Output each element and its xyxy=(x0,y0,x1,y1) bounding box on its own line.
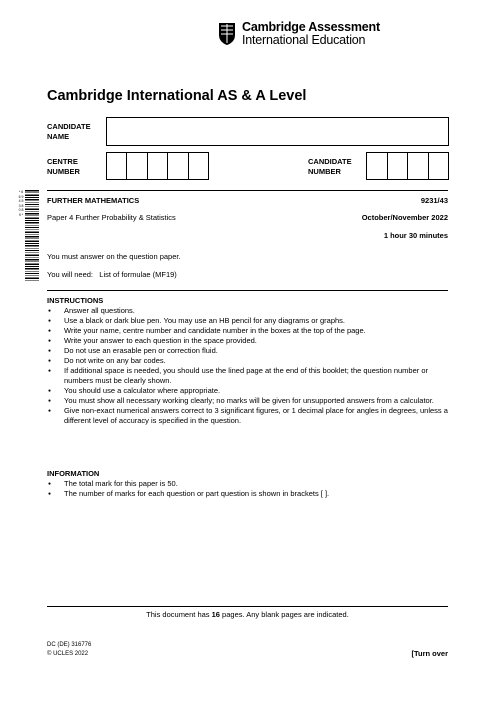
candidate-number-label: CANDIDATE NUMBER xyxy=(308,157,352,176)
information-list xyxy=(47,479,448,499)
turn-over: [Turn over xyxy=(411,649,448,658)
copyright: © UCLES 2022 xyxy=(47,651,89,657)
paper-code: 9231/43 xyxy=(420,196,448,205)
information-item: ● The number of marks for each question or part question is shown in brackets [ ]. xyxy=(47,489,448,499)
instruction-item: ● Write your answer to each question in the space provided. xyxy=(47,336,448,346)
barcode xyxy=(18,190,40,282)
instructions-heading: INSTRUCTIONS xyxy=(47,296,104,305)
instruction-item: ● You should use a calculator where appropriate. xyxy=(47,386,448,396)
answer-note: You must answer on the question paper. xyxy=(47,252,181,261)
exam-duration: 1 hour 30 minutes xyxy=(383,231,448,240)
divider xyxy=(47,290,448,291)
barcode-text: * 6 6 9 4 5 3 8 0 8 9 * xyxy=(18,190,24,217)
footer-meta xyxy=(47,641,91,659)
crest-icon xyxy=(218,22,236,46)
doc-code: DC (DE) 316776 xyxy=(47,642,92,648)
instruction-item: ● Give non-exact numerical answers correct to 3 significant figures, or 1 decimal place for angles in degrees, unless a different level of accuracy is specified in the question. xyxy=(47,406,448,426)
exam-title: Cambridge International AS & A Level xyxy=(47,88,307,104)
paper-name: Paper 4 Further Probability & Statistics xyxy=(47,213,176,222)
instruction-item: ● Write your name, centre number and candidate number in the boxes at the top of the page. xyxy=(47,326,448,336)
exam-session: October/November 2022 xyxy=(361,213,448,222)
logo-line2: International Education xyxy=(242,33,366,47)
logo-line1: Cambridge Assessment xyxy=(242,20,380,34)
centre-number-field[interactable] xyxy=(106,152,209,180)
candidate-name-field[interactable] xyxy=(106,117,449,146)
subject-name: FURTHER MATHEMATICS xyxy=(47,196,140,205)
information-item: ● The total mark for this paper is 50. xyxy=(47,479,448,489)
instruction-item: ● Answer all questions. xyxy=(47,306,448,316)
candidate-number-field[interactable] xyxy=(366,152,449,180)
equipment-needed: You will need: List of formulae (MF19) xyxy=(47,270,177,279)
instruction-item: ● Use a black or dark blue pen. You may use an HB pencil for any diagrams or graphs. xyxy=(47,316,448,326)
instruction-item: ● Do not use an erasable pen or correction fluid. xyxy=(47,346,448,356)
instruction-item: ● Do not write on any bar codes. xyxy=(47,356,448,366)
pages-note: This document has 16 pages. Any blank pages are indicated. xyxy=(146,610,349,619)
information-heading: INFORMATION xyxy=(47,469,100,478)
divider xyxy=(47,606,448,607)
instruction-item: ● You must show all necessary working clearly; no marks will be given for unsupported answers from a calculator. xyxy=(47,396,448,406)
candidate-name-label: CANDIDATE NAME xyxy=(47,122,91,141)
instructions-list xyxy=(47,306,448,426)
divider xyxy=(47,190,448,191)
instruction-item: ● If additional space is needed, you should use the lined page at the end of this booklet; the question number or numbers must be clearly shown. xyxy=(47,366,448,386)
centre-number-label: CENTRE NUMBER xyxy=(47,157,80,176)
cambridge-logo xyxy=(218,21,380,47)
page-count: 16 xyxy=(211,610,220,619)
